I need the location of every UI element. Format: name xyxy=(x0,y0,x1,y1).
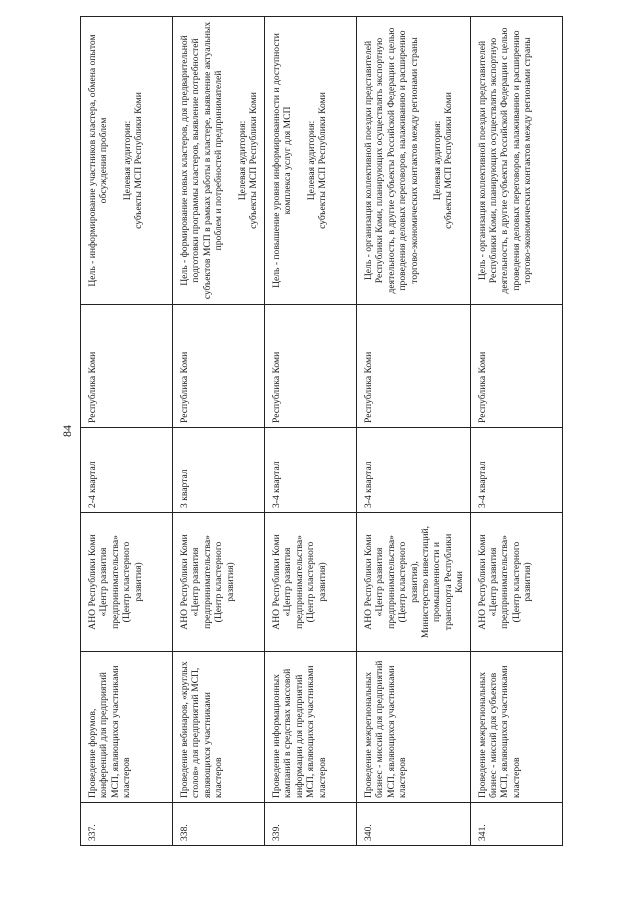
executor-line: предпринимательства» xyxy=(201,535,213,629)
row-number: 339. xyxy=(265,803,357,846)
executor-line: развития) xyxy=(316,562,328,602)
measure-name: Проведение межрегиональных бизнес - миссий для субъектов МСП, являющихся участниками кластеров xyxy=(470,652,562,803)
measure-name: Проведение межрегиональных бизнес - миссий для предприятий МСП, являющихся участниками кластеров xyxy=(357,652,471,803)
measure-name: Проведение вебинаров, «круглых столов» для предприятий МСП, являющихся участниками кластеров xyxy=(173,652,265,803)
table-row xyxy=(265,17,357,846)
goal-cell xyxy=(81,17,173,305)
goal-cell xyxy=(265,17,357,305)
term-cell: 3-4 квартал xyxy=(470,428,562,513)
executor-line: АНО Республики Коми xyxy=(476,534,488,630)
executor-line: (Центр кластерного xyxy=(121,541,133,623)
executor-cell xyxy=(81,513,173,652)
row-number: 337. xyxy=(81,803,173,846)
executor-cell xyxy=(357,513,471,652)
goal-text: Цель - формирование новых кластеров, для предварительной подготовки программы кластеров, выявление потребностей субъектов МСП в рамках работы в кластере, выявление актуальных проблем и потребностей предпринимателей xyxy=(179,21,225,300)
executor-line: «Центр развития xyxy=(282,547,294,617)
executor-line: предпринимательства» xyxy=(499,535,511,629)
target-audience xyxy=(237,21,260,300)
goal-text: Цель - организация коллективной поездки представителей Республики Коми, планирующих осуществлять экспортную деятельность, в другие субъекты Российской Федерации с целью проведения деловых переговоров, налаживанию и расширению торгово-экономических контактов между регионами страны xyxy=(363,27,420,294)
target-audience-label: Целевая аудитория: xyxy=(236,120,248,201)
table-row xyxy=(81,17,173,846)
executor-line: предпринимательства» xyxy=(109,535,121,629)
target-audience-value: субъекты МСП Республики Коми xyxy=(443,92,455,229)
region-cell: Республика Коми xyxy=(173,305,265,428)
target-audience-label: Целевая аудитория: xyxy=(432,120,444,201)
region-cell: Республика Коми xyxy=(81,305,173,428)
executor-line: Коми xyxy=(454,571,466,593)
measures-table xyxy=(80,16,563,846)
executor-cell xyxy=(265,513,357,652)
executor-line: Министерство инвестиций, xyxy=(420,525,432,639)
page-number: 84 xyxy=(60,425,74,437)
executor-cell xyxy=(470,513,562,652)
executor-line: промышленности и xyxy=(431,542,443,622)
term-cell: 3 квартал xyxy=(173,428,265,513)
goal-text: Цель - организация коллективной поездки представителей Республики Коми, планирующих осуществлять экспортную деятельность, в другие субъекты Российской Федерации с целью проведения деловых переговоров, налаживанию и расширению торгово-экономических контактов между регионами страны xyxy=(476,27,534,294)
executor-line: (Центр кластерного xyxy=(510,541,522,623)
target-audience-label: Целевая аудитория: xyxy=(305,120,317,201)
target-audience xyxy=(432,21,455,300)
region-cell: Республика Коми xyxy=(470,305,562,428)
row-number: 340. xyxy=(357,803,471,846)
executor-line: «Центр развития xyxy=(190,547,202,617)
table-row xyxy=(173,17,265,846)
measure-name: Проведение информационных кампаний в средствах массовой информации для предприятий МСП, являющихся участниками кластеров xyxy=(265,652,357,803)
region-cell: Республика Коми xyxy=(265,305,357,428)
target-audience-value: субъекты МСП Республики Коми xyxy=(248,92,260,229)
target-audience xyxy=(306,21,329,300)
executor-line: предпринимательства» xyxy=(385,535,397,629)
region-cell: Республика Коми xyxy=(357,305,471,428)
executor-line: «Центр развития xyxy=(374,547,386,617)
term-cell: 3-4 квартал xyxy=(265,428,357,513)
table-body xyxy=(81,17,563,846)
table-row xyxy=(357,17,471,846)
goal-cell xyxy=(357,17,471,305)
executor-cell xyxy=(173,513,265,652)
executor-line: АНО Республики Коми xyxy=(271,534,282,630)
executor-line: (Центр кластерного xyxy=(213,541,225,623)
executor-line: (Центр кластерного xyxy=(305,541,317,623)
term-cell: 2-4 квартал xyxy=(81,428,173,513)
executor-line: развития) xyxy=(522,562,534,602)
row-number: 338. xyxy=(173,803,265,846)
rotated-page-content xyxy=(60,16,560,846)
executor-line: (Центр кластерного xyxy=(397,541,409,623)
executor-line: предпринимательства» xyxy=(293,535,305,629)
executor-line: развития), xyxy=(408,561,420,603)
goal-text: Цель - информирование участников кластера, обмена опытом обсуждения проблем xyxy=(87,34,110,287)
goal-cell xyxy=(173,17,265,305)
executor-line: АНО Республики Коми xyxy=(363,534,374,630)
measure-name: Проведение форумов, конференций для предприятий МСП, являющихся участниками кластеров xyxy=(81,652,173,803)
executor-line: АНО Республики Коми xyxy=(87,534,98,630)
term-cell: 3-4 квартал xyxy=(357,428,471,513)
target-audience-value: субъекты МСП Республики Коми xyxy=(133,92,145,229)
target-audience-value: субъекты МСП Республики Коми xyxy=(317,92,329,229)
row-number: 341. xyxy=(470,803,562,846)
executor-line: развития) xyxy=(224,562,236,602)
executor-line: «Центр развития xyxy=(488,547,500,617)
table-row xyxy=(470,17,562,846)
executor-line: АНО Республики Коми xyxy=(179,534,190,630)
goal-text: Цель - повышение уровня информированности и доступности комплекса услуг для МСП xyxy=(271,33,294,288)
executor-line: развития) xyxy=(132,562,144,602)
goal-cell xyxy=(470,17,562,305)
target-audience xyxy=(122,21,145,300)
target-audience-label: Целевая аудитория: xyxy=(121,120,133,201)
executor-line: «Центр развития xyxy=(98,547,110,617)
executor-line: транспорта Республики xyxy=(442,533,454,631)
